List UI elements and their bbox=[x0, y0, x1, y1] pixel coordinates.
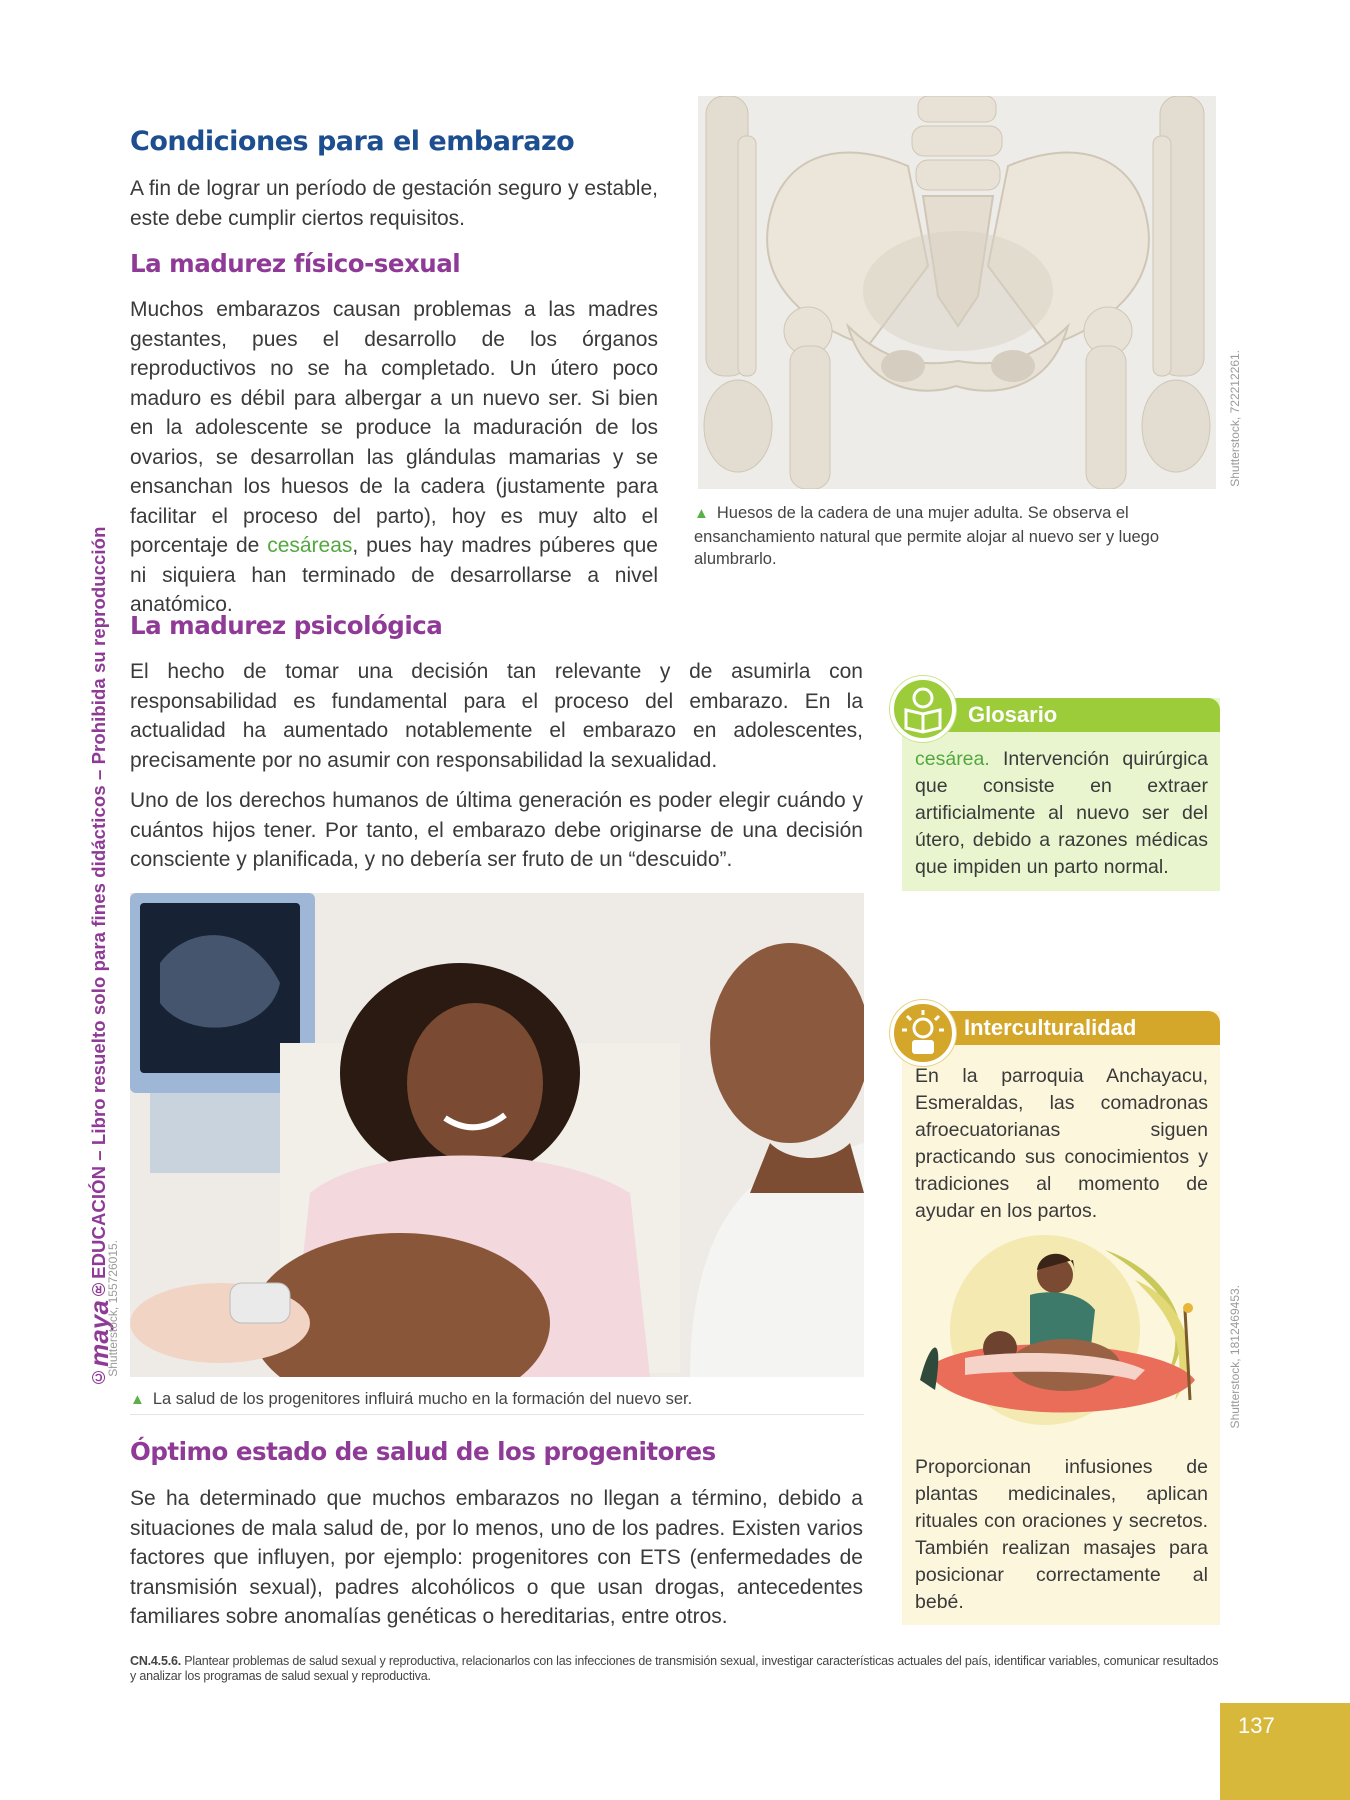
sun-figure-graphic bbox=[894, 1004, 952, 1062]
section1-text-a: Muchos embarazos causan problemas a las madres gestantes, pues el desarrollo de los órganos reproductivos no se ha completado. Un útero poco maduro es débil para albergar a un nuevo ser. Si bien en la adolescente se produce la maduración de los ovarios, se desarrollan las glándulas mamarias y se ensanchan los huesos de la cadera (justamente para facilitar el proceso del parto), hoy es muy alto el porcentaje de bbox=[130, 298, 658, 557]
pelvis-credit: Shutterstock, 722212261. bbox=[1228, 350, 1242, 487]
section-heading-madurez-fisica: La madurez físico-sexual bbox=[130, 249, 461, 278]
brand-logo: maya bbox=[84, 1299, 114, 1367]
ultrasound-illustration bbox=[130, 893, 864, 1377]
ultrasound-photo bbox=[130, 893, 864, 1377]
curriculum-code: CN.4.5.6. bbox=[130, 1654, 182, 1668]
pelvis-caption-text: Huesos de la cadera de una mujer adulta. Se observa el ensanchamiento natural que permite alojar al nuevo ser y luego alumbrarlo. bbox=[694, 504, 1160, 568]
section2-paragraph-2: Uno de los derechos humanos de última generación es poder elegir cuándo y cuántos hijos tener. Por tanto, el embarazo debe originarse de una decisión consciente y planificada, y no debería ser fruto de un “descuido”. bbox=[130, 789, 863, 871]
side-notice-text: EDUCACIÓN – Libro resuelto solo para fines didácticos – Prohibida su reproducción bbox=[88, 526, 109, 1279]
section3-paragraph: Se ha determinado que muchos embarazos no llegan a término, debido a situaciones de mala salud de, por lo menos, uno de los padres. Existen varios factores que influyen, por ejemplo: progenitores con ETS (enfermedades de transmisión sexual), padres alcohólicos o que usan drogas, antecedentes familiares sobre anomalías genéticas o hereditarias, entre otros. bbox=[130, 1487, 863, 1628]
sun-figure-icon bbox=[890, 1000, 956, 1066]
pelvis-illustration bbox=[698, 96, 1216, 489]
section1-text-b: , pues hay madres púberes que ni siquiera han terminado de desarrollarse a nivel anatómico. bbox=[130, 534, 658, 616]
curriculum-text: Plantear problemas de salud sexual y reproductiva, relacionarlos con las infecciones de transmisión sexual, investigar características actuales del país, identificar variables, comunicar resultados y analizar los programas de salud sexual y reproductiva. bbox=[130, 1654, 1219, 1683]
term-cesareas[interactable]: cesáreas bbox=[267, 534, 353, 557]
ultrasound-caption-text: La salud de los progenitores influirá mucho en la formación del nuevo ser. bbox=[152, 1390, 693, 1408]
glosario-title: Glosario bbox=[968, 702, 1058, 727]
copyright-symbol: © bbox=[88, 1366, 109, 1388]
interculturalidad-paragraph-2: Proporcionan infusiones de plantas medicinales, aplican rituales con oraciones y secretos. También realizan masajes para posicionar correctamente al bebé. bbox=[915, 1456, 1208, 1613]
section-heading-madurez-psicologica: La madurez psicológica bbox=[130, 611, 443, 640]
interculturalidad-title: Interculturalidad bbox=[964, 1015, 1137, 1040]
midwife-credit: Shutterstock, 1812469453. bbox=[1228, 1285, 1242, 1429]
page-number-text: 137 bbox=[1238, 1713, 1275, 1738]
triangle-icon: ▲ bbox=[694, 505, 709, 522]
book-icon-graphic bbox=[894, 680, 952, 738]
section-heading-salud-progenitores: Óptimo estado de salud de los progenitores bbox=[130, 1437, 716, 1466]
section2-paragraph-1: El hecho de tomar una decisión tan relevante y de asumirla con responsabilidad es fundamental para el proceso del embarazo. En la actualidad ha aumentado notablemente el embarazo en adolescentes, precisamente por no asumir con responsabilidad la sexualidad. bbox=[130, 660, 863, 772]
pelvis-caption bbox=[694, 502, 1214, 571]
midwife-illustration bbox=[905, 1230, 1217, 1440]
glosario-definition-text: Intervención quirúrgica que consiste en extraer artificialmente al nuevo ser del útero, debido a razones médicas que impiden un parto normal. bbox=[915, 748, 1208, 878]
curriculum-footnote bbox=[130, 1654, 1220, 1684]
page-title: Condiciones para el embarazo bbox=[130, 126, 575, 157]
triangle-icon: ▲ bbox=[130, 1391, 145, 1408]
registered-symbol: ® bbox=[88, 1278, 109, 1300]
intro-paragraph: A fin de lograr un período de gestación seguro y estable, este debe cumplir ciertos requisitos. bbox=[130, 177, 658, 230]
ultrasound-credit: Shutterstock, 155726015. bbox=[106, 1240, 120, 1377]
glosario-definition bbox=[915, 746, 1208, 881]
ultrasound-caption bbox=[130, 1388, 864, 1415]
pelvis-image bbox=[698, 96, 1216, 489]
book-magnifier-icon bbox=[890, 676, 956, 742]
page-number bbox=[1220, 1703, 1350, 1800]
glosario-term: cesárea. bbox=[915, 748, 990, 770]
midwife-graphic bbox=[905, 1230, 1217, 1440]
interculturalidad-paragraph-1: En la parroquia Anchayacu, Esmeraldas, las comadronas afroecuatorianas siguen practicando sus conocimientos y tradiciones al momento de ayudar en los partos. bbox=[915, 1065, 1208, 1222]
section-body-madurez-fisica bbox=[130, 295, 658, 620]
